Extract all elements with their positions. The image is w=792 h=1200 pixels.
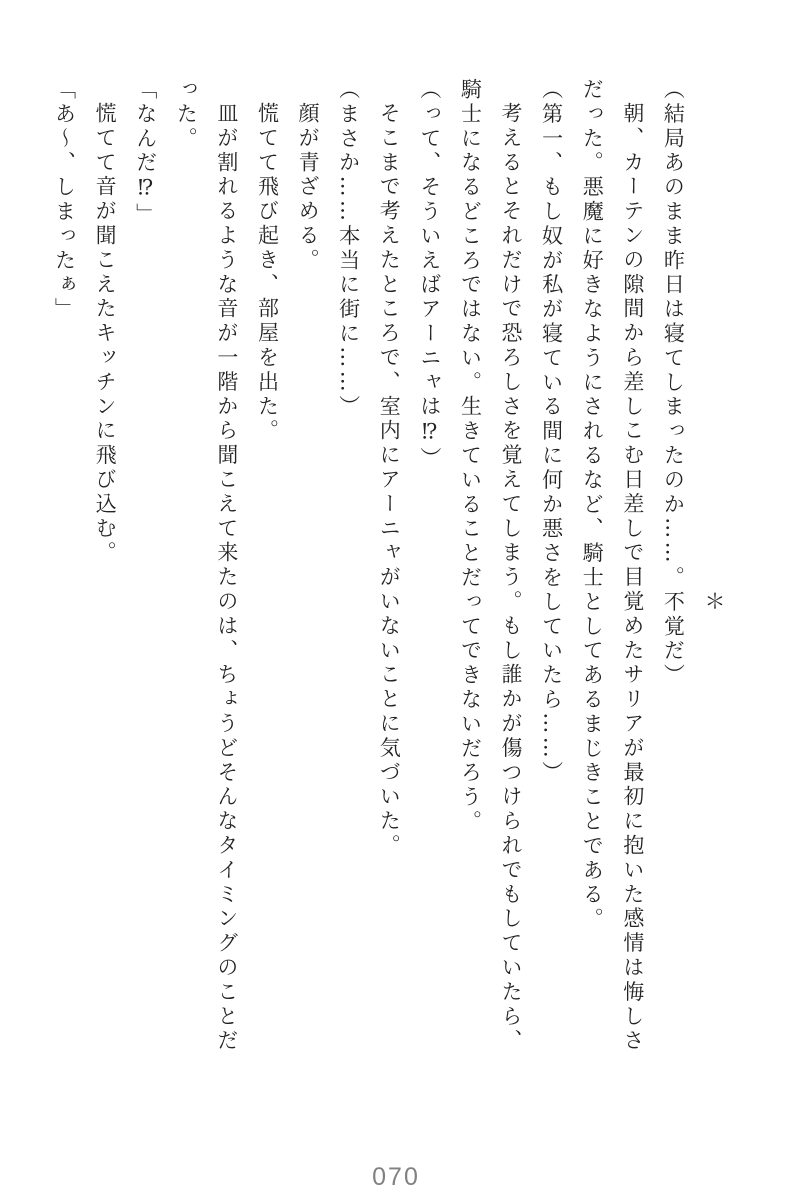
text-line: った。 [174, 78, 199, 152]
text-line: （結局あのまま昨日は寝てしまったのか……。不覚だ） [661, 78, 686, 688]
text-line: 朝、カーテンの隙間から差しこむ日差しで目覚めたサリアが最初に抱いた感情は悔しさ [620, 102, 645, 1054]
text-line: （って、そういえばアーニャは⁉） [417, 78, 442, 472]
text-line: だった。悪魔に好きなようにされるなど、騎士としてあるまじきことである。 [580, 78, 605, 932]
text-line: 騎士になるどころではない。生きていることだってできないだろう。 [458, 78, 483, 835]
text-line: 顔が青ざめる。 [296, 102, 321, 273]
text-line: 「なんだ⁉」 [133, 78, 158, 228]
page-number: 070 [372, 1163, 420, 1191]
text-line: （第一、もし奴が私が寝ている間に何か悪さをしていたら……） [539, 78, 564, 786]
body-text [40, 78, 734, 1054]
text-line: 慌てて飛び起き、部屋を出た。 [255, 102, 280, 444]
text-line: （まさか……本当に街に……） [336, 78, 361, 420]
text-line: 「あ〜、しまったぁ」 [52, 78, 77, 322]
section-divider-asterisk: ＊ [702, 589, 726, 615]
text-line: そこまで考えたところで、室内にアーニャがいないことに気づいた。 [377, 102, 402, 859]
text-line: 慌てて音が聞こえたキッチンに飛び込む。 [93, 102, 118, 566]
text-line: 考えるとそれだけで恐ろしさを覚えてしまう。もし誰かが傷つけられでもしていたら、 [499, 102, 524, 1054]
text-line: 皿が割れるような音が一階から聞こえて来たのは、ちょうどそんなタイミングのことだ [214, 102, 239, 1054]
